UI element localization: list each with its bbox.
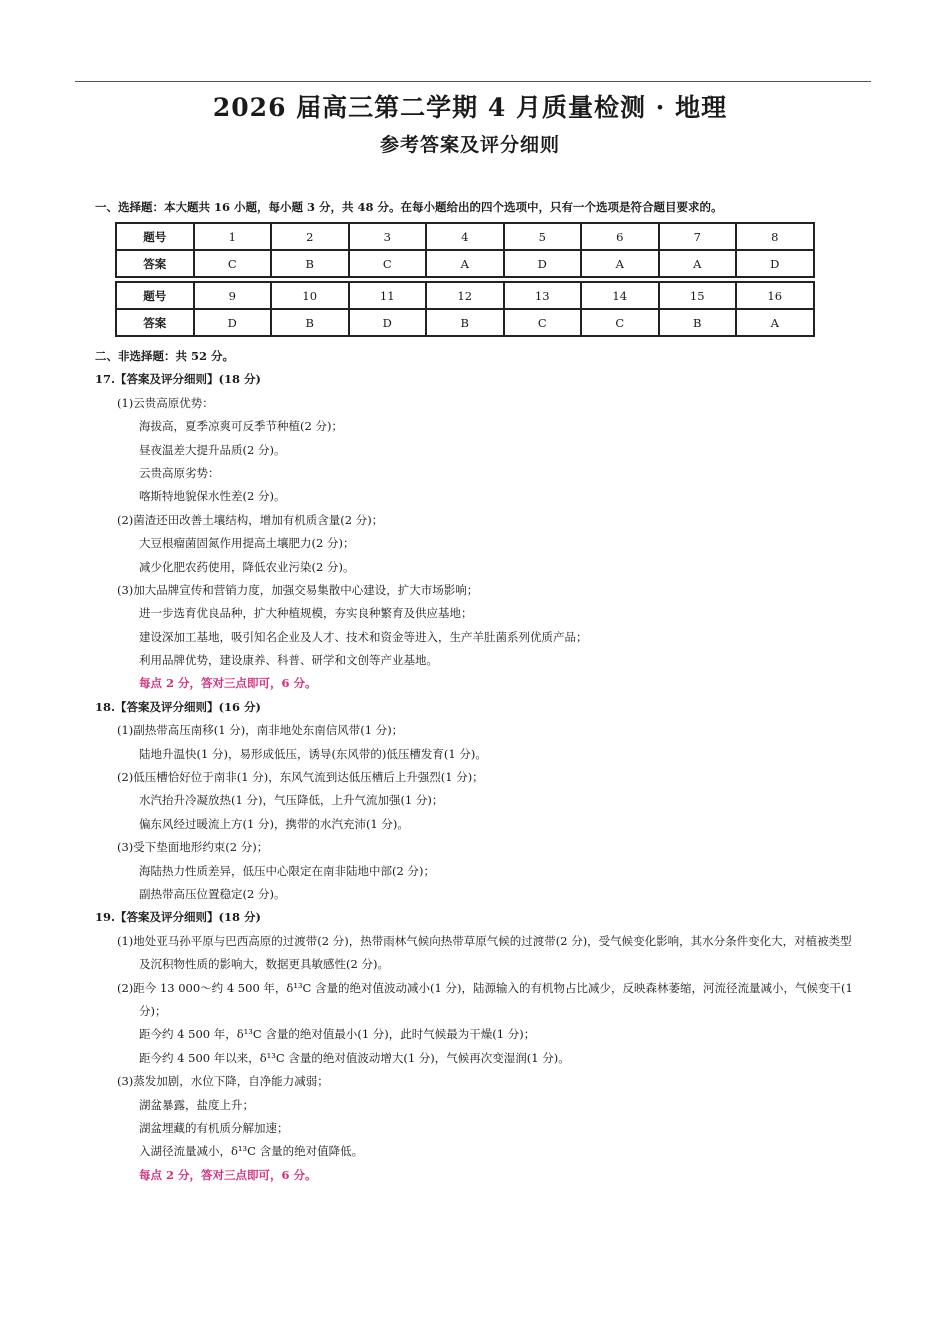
table-cell: 14: [581, 282, 659, 309]
table-cell: D: [736, 250, 814, 277]
header-rule: [75, 81, 871, 82]
table-cell: 7: [659, 223, 737, 250]
q19-heading: 19.【答案及评分细则】(18 分): [95, 910, 261, 925]
q19-line: 湖盆埋藏的有机质分解加速；: [139, 1120, 289, 1135]
q19-line: 湖盆暴露，盐度上升；: [139, 1097, 254, 1112]
table-cell: B: [659, 309, 737, 336]
q17-scoring-note: 每点 2 分，答对三点即可，6 分。: [139, 676, 317, 691]
row-label-answer: 答案: [116, 309, 194, 336]
q17-line: 减少化肥农药使用，降低农业污染(2 分)。: [139, 559, 355, 574]
q19-line: 距今约 4 500 年以来，δ¹³C 含量的绝对值波动增大(1 分)，气候再次变湿润(1 分)。: [139, 1050, 570, 1065]
q18-line: 水汽抬升冷凝放热(1 分)，气压降低，上升气流加强(1 分)；: [139, 793, 444, 808]
table-cell: 12: [426, 282, 504, 309]
table-cell: A: [426, 250, 504, 277]
table-cell: D: [504, 250, 582, 277]
table-row-answers: [116, 309, 814, 336]
table-cell: B: [271, 250, 349, 277]
answer-content: [95, 345, 855, 1187]
q18-line: 陆地升温快(1 分)，易形成低压，诱导(东风带的)低压槽发育(1 分)。: [139, 746, 487, 761]
q17-line: 喀斯特地貌保水性差(2 分)。: [139, 489, 286, 504]
table-cell: 6: [581, 223, 659, 250]
table-cell: 8: [736, 223, 814, 250]
q17-line: (1)云贵高原优势：: [117, 395, 214, 410]
q17-heading: 17.【答案及评分细则】(18 分): [95, 372, 261, 387]
table-cell: 9: [194, 282, 272, 309]
q19-line: 入湖径流量减小，δ¹³C 含量的绝对值降低。: [139, 1144, 364, 1159]
table-cell: C: [194, 250, 272, 277]
q17-line: 利用品牌优势，建设康养、科普、研学和文创等产业基地。: [139, 653, 438, 668]
page-subtitle: 参考答案及评分细则: [379, 134, 560, 156]
table-cell: A: [581, 250, 659, 277]
section1-heading: 一、选择题：本大题共 16 小题，每小题 3 分，共 48 分。在每小题给出的四个选项中，只有一个选项是符合题目要求的。: [95, 200, 723, 214]
table-cell: D: [349, 309, 427, 336]
table-cell: 2: [271, 223, 349, 250]
row-label-question: 题号: [116, 223, 194, 250]
q18-line: (2)低压槽恰好位于南非(1 分)，东风气流到达低压槽后上升强烈(1 分)；: [117, 770, 484, 785]
section2-heading: 二、非选择题：共 52 分。: [95, 349, 235, 363]
table-row-numbers: [116, 223, 814, 250]
q18-line: 副热带高压位置稳定(2 分)。: [139, 886, 286, 901]
q17-line: 海拔高，夏季凉爽可反季节种植(2 分)；: [139, 419, 343, 434]
q19-scoring-note: 每点 2 分，答对三点即可，6 分。: [139, 1167, 317, 1182]
q17-line: 建设深加工基地，吸引知名企业及人才、技术和资金等进入，生产羊肚菌系列优质产品；: [139, 629, 588, 644]
q18-line: (3)受下垫面地形约束(2 分)；: [117, 840, 269, 855]
table-cell: C: [504, 309, 582, 336]
q18-line: (1)副热带高压南移(1 分)，南非地处东南信风带(1 分)；: [117, 723, 404, 738]
q18-line: 海陆热力性质差异，低压中心限定在南非陆地中部(2 分)；: [139, 863, 435, 878]
table-cell: 4: [426, 223, 504, 250]
q19-part2: (2)距今 13 000～约 4 500 年，δ¹³C 含量的绝对值波动减小(1 分)，陆源输入的有机物占比减少，反映森林萎缩，河流径流量减小，气候变干(1 分)；: [117, 980, 853, 1018]
table-row-answers: [116, 250, 814, 277]
table-cell: C: [349, 250, 427, 277]
row-label-answer: 答案: [116, 250, 194, 277]
q19-part1: (1)地处亚马孙平原与巴西高原的过渡带(2 分)，热带雨林气候向热带草原气候的过渡带(2 分)，受气候变化影响，其水分条件变化大，对植被类型及沉积物性质的影响大，数据更具敏感性(2 分)。: [117, 933, 852, 972]
q17-line: 进一步选育优良品种，扩大种植规模，夯实良种繁育及供应基地；: [139, 606, 473, 621]
answer-table-2: [115, 281, 815, 337]
table-cell: A: [659, 250, 737, 277]
table-cell: 16: [736, 282, 814, 309]
answer-table-1: [115, 222, 815, 278]
table-cell: C: [581, 309, 659, 336]
q17-line: 大豆根瘤菌固氮作用提高土壤肥力(2 分)；: [139, 536, 355, 551]
table-cell: A: [736, 309, 814, 336]
q18-heading: 18.【答案及评分细则】(16 分): [95, 699, 261, 714]
q17-line: 云贵高原劣势：: [139, 465, 220, 480]
q17-line: (3)加大品牌宣传和营销力度，加强交易集散中心建设，扩大市场影响；: [117, 582, 479, 597]
q17-line: 昼夜温差大提升品质(2 分)。: [139, 442, 286, 457]
table-cell: 5: [504, 223, 582, 250]
table-cell: 13: [504, 282, 582, 309]
table-cell: D: [194, 309, 272, 336]
table-cell: 1: [194, 223, 272, 250]
table-cell: 10: [271, 282, 349, 309]
table-cell: B: [426, 309, 504, 336]
page-title: 2026 届高三第二学期 4 月质量检测 · 地理: [212, 93, 728, 122]
q18-line: 偏东风经过暖流上方(1 分)，携带的水汽充沛(1 分)。: [139, 816, 409, 831]
table-cell: 3: [349, 223, 427, 250]
q19-line: 距今约 4 500 年，δ¹³C 含量的绝对值最小(1 分)，此时气候最为干燥(1 分)；: [139, 1027, 536, 1042]
row-label-question: 题号: [116, 282, 194, 309]
table-cell: 15: [659, 282, 737, 309]
table-row-numbers: [116, 282, 814, 309]
table-cell: 11: [349, 282, 427, 309]
table-cell: B: [271, 309, 349, 336]
q17-line: (2)菌渣还田改善土壤结构，增加有机质含量(2 分)；: [117, 512, 384, 527]
q19-line: (3)蒸发加剧，水位下降，自净能力减弱；: [117, 1074, 329, 1089]
